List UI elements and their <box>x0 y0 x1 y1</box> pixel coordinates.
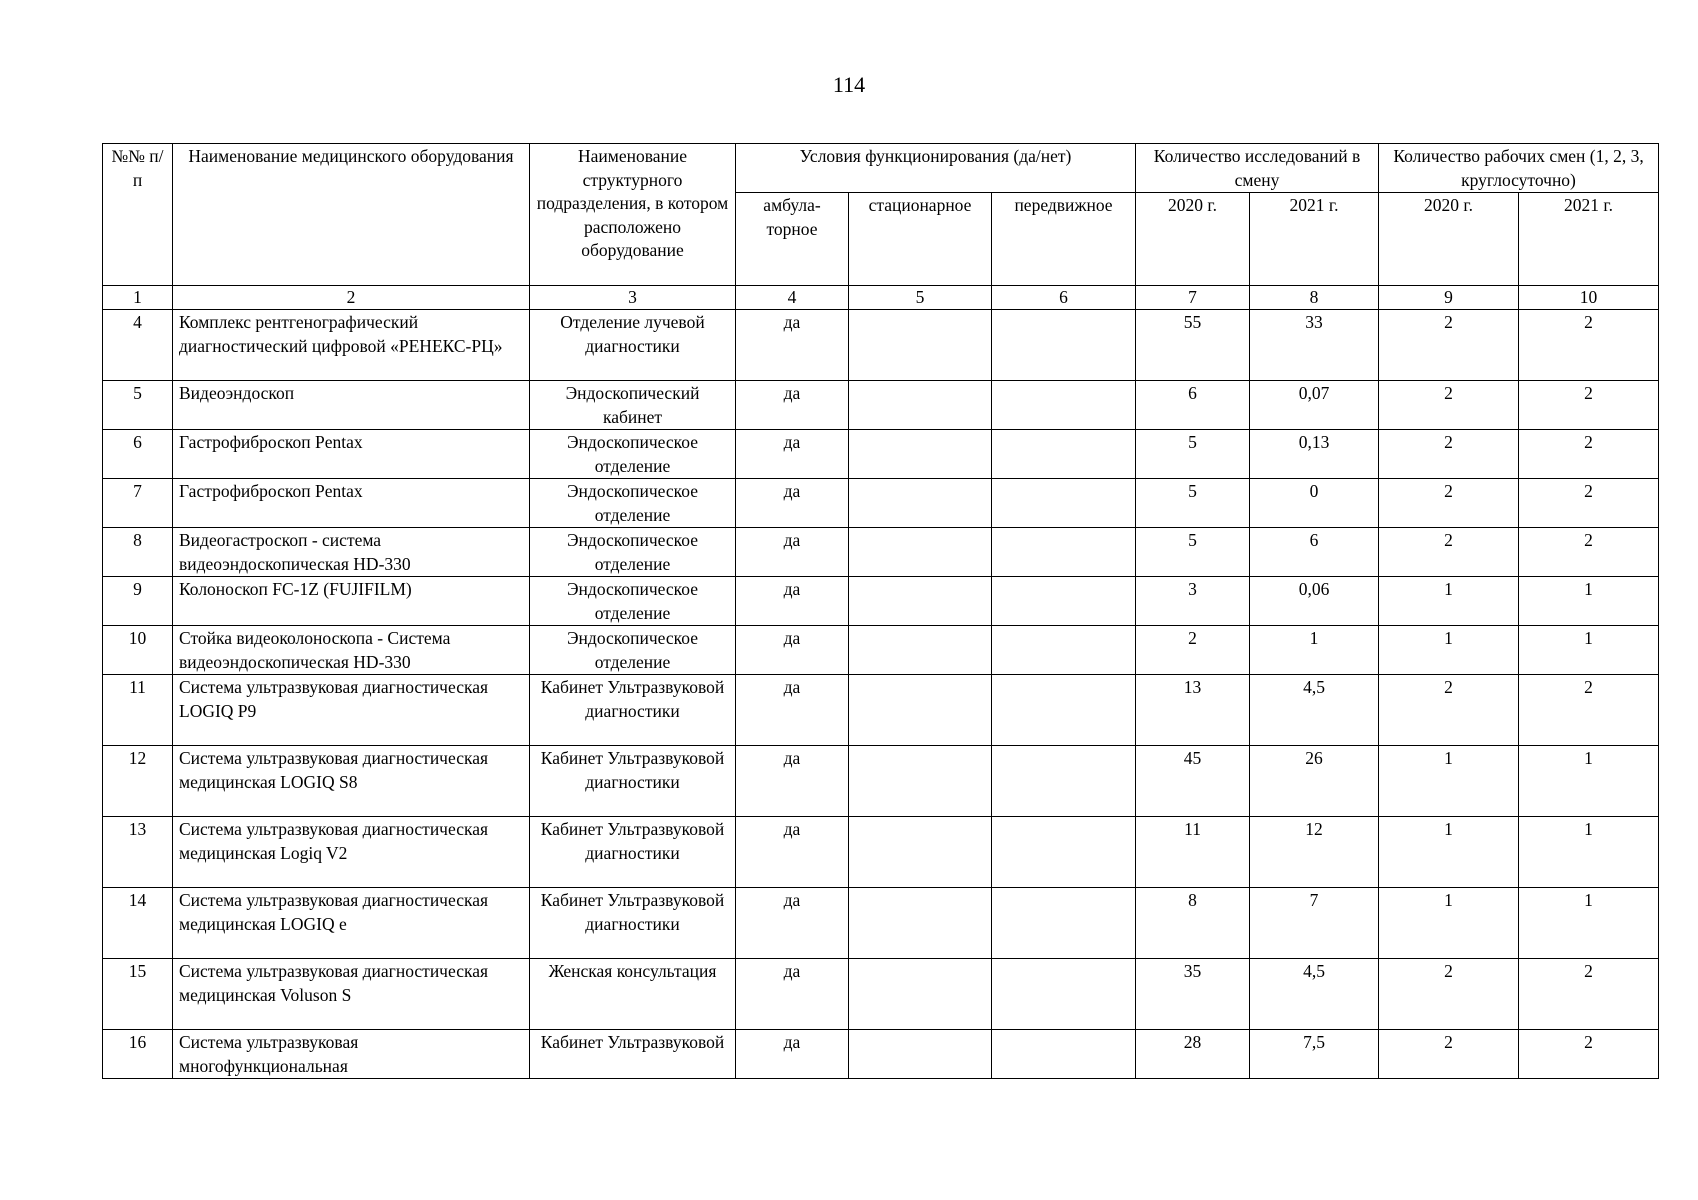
shifts-2021: 2 <box>1519 959 1659 1030</box>
mobile <box>992 577 1136 626</box>
header-equipment-name: Наименование медицинского оборудования <box>173 144 530 286</box>
department: Кабинет Ультразвуковой диагностики <box>530 675 736 746</box>
studies-2020: 5 <box>1136 479 1250 528</box>
studies-2020: 11 <box>1136 817 1250 888</box>
studies-2021: 7,5 <box>1250 1030 1379 1079</box>
equipment-name: Комплекс рентгенографический диагностический цифровой «РЕНЕКС-РЦ» <box>173 310 530 381</box>
studies-2020: 28 <box>1136 1030 1250 1079</box>
department: Эндоскопический кабинет <box>530 381 736 430</box>
studies-2021: 33 <box>1250 310 1379 381</box>
studies-2021: 4,5 <box>1250 675 1379 746</box>
studies-2020: 8 <box>1136 888 1250 959</box>
studies-2021: 1 <box>1250 626 1379 675</box>
table-row <box>103 675 1659 746</box>
equipment-rows <box>103 310 1659 1079</box>
shifts-2020: 2 <box>1379 479 1519 528</box>
table-row <box>103 430 1659 479</box>
mobile <box>992 310 1136 381</box>
department: Эндоскопическое отделение <box>530 626 736 675</box>
stationary <box>849 577 992 626</box>
stationary <box>849 479 992 528</box>
shifts-2020: 1 <box>1379 746 1519 817</box>
shifts-2020: 1 <box>1379 577 1519 626</box>
department: Эндоскопическое отделение <box>530 528 736 577</box>
studies-2021: 0,06 <box>1250 577 1379 626</box>
mobile <box>992 746 1136 817</box>
studies-2021: 26 <box>1250 746 1379 817</box>
studies-2021: 4,5 <box>1250 959 1379 1030</box>
column-number-row <box>103 286 1659 310</box>
stationary <box>849 888 992 959</box>
ambulatory: да <box>736 817 849 888</box>
equipment-table <box>102 143 1659 1079</box>
header-shifts-2020: 2020 г. <box>1379 193 1519 286</box>
department: Кабинет Ультразвуковой диагностики <box>530 746 736 817</box>
mobile <box>992 626 1136 675</box>
mobile <box>992 381 1136 430</box>
column-number: 4 <box>736 286 849 310</box>
stationary <box>849 1030 992 1079</box>
row-num: 15 <box>103 959 173 1030</box>
studies-2020: 2 <box>1136 626 1250 675</box>
column-number: 9 <box>1379 286 1519 310</box>
mobile <box>992 430 1136 479</box>
stationary <box>849 626 992 675</box>
studies-2020: 6 <box>1136 381 1250 430</box>
header-conditions: Условия функционирования (да/нет) <box>736 144 1136 193</box>
shifts-2020: 2 <box>1379 528 1519 577</box>
column-number: 2 <box>173 286 530 310</box>
ambulatory: да <box>736 528 849 577</box>
ambulatory: да <box>736 381 849 430</box>
header-studies: Количество исследований в смену <box>1136 144 1379 193</box>
row-num: 13 <box>103 817 173 888</box>
shifts-2020: 2 <box>1379 1030 1519 1079</box>
stationary <box>849 310 992 381</box>
row-num: 8 <box>103 528 173 577</box>
equipment-name: Гастрофиброскоп Pentax <box>173 479 530 528</box>
table-row <box>103 959 1659 1030</box>
equipment-name: Система ультразвуковая диагностическая медицинская LOGIQ e <box>173 888 530 959</box>
equipment-name: Система ультразвуковая диагностическая LOGIQ P9 <box>173 675 530 746</box>
shifts-2020: 2 <box>1379 430 1519 479</box>
shifts-2021: 1 <box>1519 888 1659 959</box>
stationary <box>849 430 992 479</box>
table-row <box>103 1030 1659 1079</box>
shifts-2021: 1 <box>1519 626 1659 675</box>
row-num: 12 <box>103 746 173 817</box>
studies-2020: 5 <box>1136 430 1250 479</box>
ambulatory: да <box>736 577 849 626</box>
row-num: 11 <box>103 675 173 746</box>
row-num: 6 <box>103 430 173 479</box>
equipment-name: Видеогастроскоп - система видеоэндоскопическая HD-330 <box>173 528 530 577</box>
header-ambulatory: амбула-торное <box>736 193 849 286</box>
shifts-2021: 2 <box>1519 381 1659 430</box>
column-number: 3 <box>530 286 736 310</box>
studies-2020: 45 <box>1136 746 1250 817</box>
department: Эндоскопическое отделение <box>530 479 736 528</box>
ambulatory: да <box>736 1030 849 1079</box>
equipment-name: Система ультразвуковая диагностическая медицинская LOGIQ S8 <box>173 746 530 817</box>
ambulatory: да <box>736 959 849 1030</box>
department: Кабинет Ультразвуковой диагностики <box>530 888 736 959</box>
studies-2021: 0 <box>1250 479 1379 528</box>
column-number: 1 <box>103 286 173 310</box>
header-num: №№ п/п <box>103 144 173 286</box>
stationary <box>849 675 992 746</box>
table-row <box>103 381 1659 430</box>
equipment-name: Видеоэндоскоп <box>173 381 530 430</box>
mobile <box>992 959 1136 1030</box>
equipment-name: Гастрофиброскоп Pentax <box>173 430 530 479</box>
row-num: 4 <box>103 310 173 381</box>
table-row <box>103 817 1659 888</box>
shifts-2020: 1 <box>1379 817 1519 888</box>
column-number: 5 <box>849 286 992 310</box>
ambulatory: да <box>736 888 849 959</box>
header-studies-2021: 2021 г. <box>1250 193 1379 286</box>
row-num: 9 <box>103 577 173 626</box>
studies-2021: 7 <box>1250 888 1379 959</box>
ambulatory: да <box>736 479 849 528</box>
stationary <box>849 746 992 817</box>
stationary <box>849 528 992 577</box>
mobile <box>992 528 1136 577</box>
department: Кабинет Ультразвуковой <box>530 1030 736 1079</box>
column-number: 10 <box>1519 286 1659 310</box>
column-number: 6 <box>992 286 1136 310</box>
department: Эндоскопическое отделение <box>530 430 736 479</box>
ambulatory: да <box>736 310 849 381</box>
shifts-2021: 2 <box>1519 1030 1659 1079</box>
studies-2020: 13 <box>1136 675 1250 746</box>
equipment-name: Система ультразвуковая диагностическая медицинская Logiq V2 <box>173 817 530 888</box>
stationary <box>849 381 992 430</box>
table-row <box>103 626 1659 675</box>
row-num: 16 <box>103 1030 173 1079</box>
shifts-2021: 1 <box>1519 746 1659 817</box>
row-num: 7 <box>103 479 173 528</box>
header-mobile: передвижное <box>992 193 1136 286</box>
mobile <box>992 888 1136 959</box>
studies-2021: 0,13 <box>1250 430 1379 479</box>
shifts-2021: 2 <box>1519 675 1659 746</box>
ambulatory: да <box>736 626 849 675</box>
equipment-name: Система ультразвуковая диагностическая медицинская Voluson S <box>173 959 530 1030</box>
shifts-2020: 1 <box>1379 626 1519 675</box>
shifts-2020: 2 <box>1379 675 1519 746</box>
studies-2020: 35 <box>1136 959 1250 1030</box>
table-row <box>103 577 1659 626</box>
table-row <box>103 746 1659 817</box>
ambulatory: да <box>736 430 849 479</box>
header-row <box>103 144 1659 193</box>
table-row <box>103 888 1659 959</box>
studies-2020: 5 <box>1136 528 1250 577</box>
shifts-2021: 1 <box>1519 817 1659 888</box>
department: Женская консультация <box>530 959 736 1030</box>
mobile <box>992 479 1136 528</box>
header-department: Наименование структурного подразделения, в котором расположено оборудование <box>530 144 736 286</box>
department: Эндоскопическое отделение <box>530 577 736 626</box>
ambulatory: да <box>736 746 849 817</box>
table-row <box>103 528 1659 577</box>
mobile <box>992 675 1136 746</box>
table-row <box>103 479 1659 528</box>
shifts-2020: 2 <box>1379 959 1519 1030</box>
equipment-name: Система ультразвуковая многофункциональная <box>173 1030 530 1079</box>
table-row <box>103 310 1659 381</box>
shifts-2021: 2 <box>1519 310 1659 381</box>
header-shifts-2021: 2021 г. <box>1519 193 1659 286</box>
studies-2021: 12 <box>1250 817 1379 888</box>
shifts-2021: 2 <box>1519 479 1659 528</box>
header-shifts: Количество рабочих смен (1, 2, 3, круглосуточно) <box>1379 144 1659 193</box>
shifts-2021: 2 <box>1519 528 1659 577</box>
equipment-name: Стойка видеоколоноскопа - Система видеоэндоскопическая HD-330 <box>173 626 530 675</box>
shifts-2021: 2 <box>1519 430 1659 479</box>
mobile <box>992 1030 1136 1079</box>
row-num: 5 <box>103 381 173 430</box>
studies-2021: 6 <box>1250 528 1379 577</box>
header-stationary: стационарное <box>849 193 992 286</box>
studies-2021: 0,07 <box>1250 381 1379 430</box>
stationary <box>849 817 992 888</box>
shifts-2020: 1 <box>1379 888 1519 959</box>
studies-2020: 3 <box>1136 577 1250 626</box>
shifts-2020: 2 <box>1379 381 1519 430</box>
department: Отделение лучевой диагностики <box>530 310 736 381</box>
ambulatory: да <box>736 675 849 746</box>
shifts-2020: 2 <box>1379 310 1519 381</box>
equipment-name: Колоноскоп FC-1Z (FUJIFILM) <box>173 577 530 626</box>
column-number: 8 <box>1250 286 1379 310</box>
studies-2020: 55 <box>1136 310 1250 381</box>
department: Кабинет Ультразвуковой диагностики <box>530 817 736 888</box>
stationary <box>849 959 992 1030</box>
row-num: 14 <box>103 888 173 959</box>
mobile <box>992 817 1136 888</box>
row-num: 10 <box>103 626 173 675</box>
header-studies-2020: 2020 г. <box>1136 193 1250 286</box>
page-number: 114 <box>832 72 866 97</box>
column-number: 7 <box>1136 286 1250 310</box>
shifts-2021: 1 <box>1519 577 1659 626</box>
